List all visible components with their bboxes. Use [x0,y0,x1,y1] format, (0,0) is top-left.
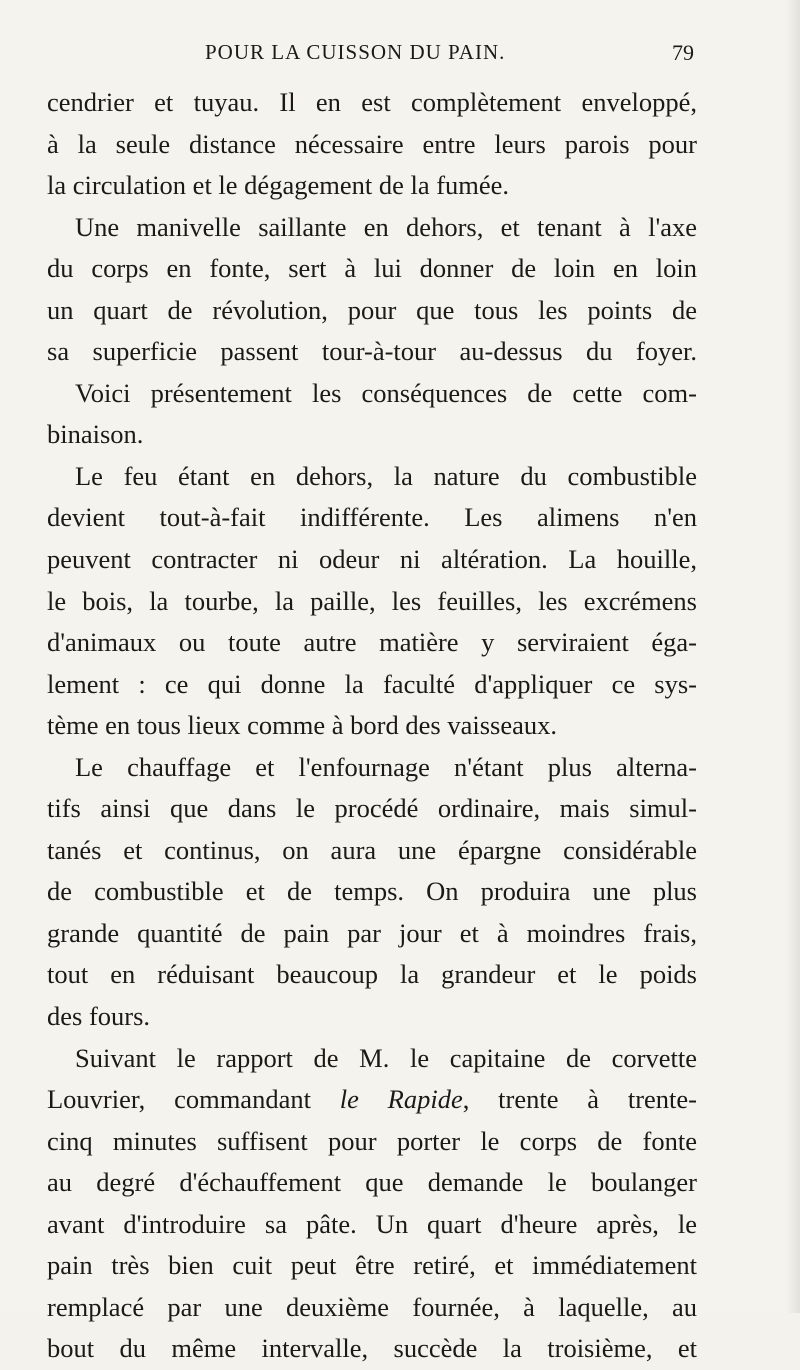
text-line: devient tout-à-fait indifférente. Les alimens n'en [47,502,697,533]
text-line: Voici présentement les conséquences de cette com- [75,377,697,408]
text-line: sa superficie passent tour-à-tour au-dessus du foyer. [47,336,697,367]
text-line: tanés et continus, on aura une épargne considérable [47,834,697,865]
text-line: des fours. [47,1001,151,1032]
text-line: le bois, la tourbe, la paille, les feuilles, les excrémens [47,585,697,616]
text-line: pain très bien cuit peut être retiré, et immédiatement [47,1250,697,1281]
body-text [47,82,697,1370]
text-line: cinq minutes suffisent pour porter le corps de fonte [47,1125,697,1156]
text-segment: , trente à trente- [462,1084,698,1115]
page-edge-shadow [786,0,800,1313]
text-line: avant d'introduire sa pâte. Un quart d'heure après, le [47,1208,697,1239]
italic-ship-name: le Rapide [339,1084,463,1115]
running-title: POUR LA CUISSON DU PAIN. [205,40,506,64]
text-line: cendrier et tuyau. Il en est complètement enveloppé, [47,87,697,117]
text-line: remplacé par une deuxième fournée, à laquelle, au [47,1291,697,1322]
text-line: tème en tous lieux comme à bord des vaisseaux. [47,710,557,741]
text-line: lement : ce qui donne la faculté d'appliquer ce sys- [47,668,697,699]
text-line: Suivant le rapport de M. le capitaine de corvette [75,1042,697,1073]
text-line: d'animaux ou toute autre matière y serviraient éga- [47,627,697,658]
text-line: grande quantité de pain par jour et à moindres frais, [47,917,697,948]
text-line: binaison. [47,419,144,450]
text-line: tifs ainsi que dans le procédé ordinaire, mais simul- [47,793,697,824]
text-line: un quart de révolution, pour que tous les points de [47,294,697,325]
text-line: bout du même intervalle, succède la troisième, et [47,1333,697,1364]
text-line: peuvent contracter ni odeur ni altération. La houille, [47,544,697,575]
text-line: à la seule distance nécessaire entre leurs parois pour [47,128,697,159]
page-number: 79 [672,40,694,65]
text-line: du corps en fonte, sert à lui donner de loin en loin [47,253,697,284]
text-line: Le feu étant en dehors, la nature du combustible [75,460,697,491]
text-line: la circulation et le dégagement de la fumée. [47,170,510,201]
text-line: tout en réduisant beaucoup la grandeur et le poids [47,959,697,990]
text-line: de combustible et de temps. On produira une plus [47,876,697,907]
text-line: Le chauffage et l'enfournage n'étant plus alterna- [75,751,697,782]
text-segment: Louvrier, commandant [47,1084,340,1115]
text-line: au degré d'échauffement que demande le boulanger [47,1167,697,1198]
text-line: Une manivelle saillante en dehors, et tenant à l'axe [75,211,697,242]
running-head [0,40,800,70]
text-line-with-italic [47,1079,697,1121]
